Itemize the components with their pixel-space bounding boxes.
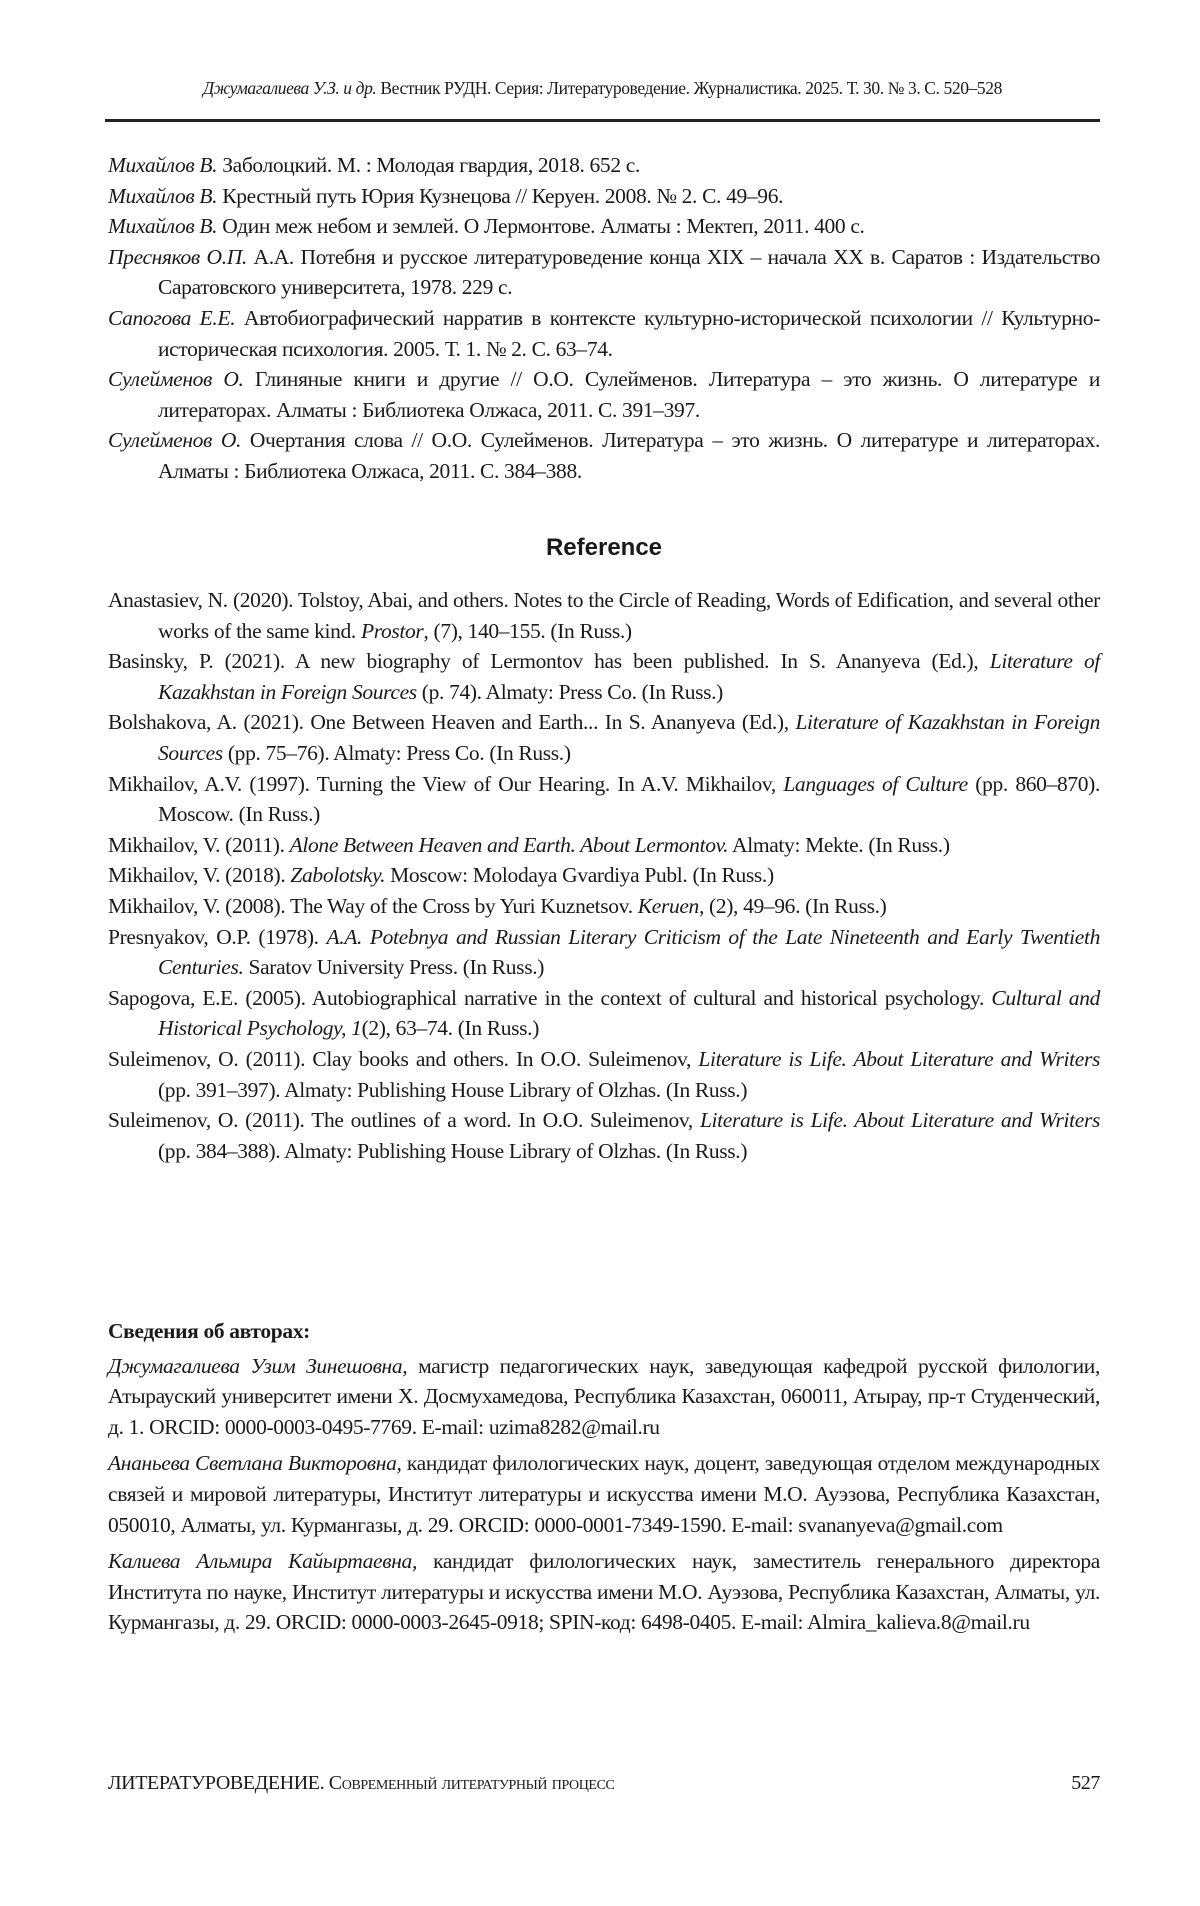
entry-text: Suleimenov, O. (2011). Clay books and others. In O.O. Suleimenov, bbox=[108, 1047, 698, 1071]
reference-entry bbox=[108, 181, 1100, 212]
italic-text: Михайлов В. bbox=[108, 153, 217, 177]
italic-text: Михайлов В. bbox=[108, 214, 217, 238]
reference-entry bbox=[108, 585, 1100, 646]
entry-text: Mikhailov, V. (2018). bbox=[108, 863, 290, 887]
author-entry bbox=[108, 1351, 1100, 1443]
italic-text: Languages of Culture bbox=[783, 772, 968, 796]
reference-entry bbox=[108, 983, 1100, 1044]
italic-text: Keruen, bbox=[638, 894, 704, 918]
italic-text: Alone Between Heaven and Earth. About Lermontov. bbox=[290, 833, 729, 857]
entry-text: кандидат филологических наук, заместитель генерального директора Института по науке, Институт литературы и искусства имени М.О. Ауэзова, Республика Казахстан, Алматы, ул. Курмангазы, д. 29. ORCID: 0000-0003-2645-0918; SPIN-код: 6498-0405. E-mail: Almira_kalieva.8@mail.ru bbox=[108, 1549, 1100, 1634]
entry-text: Mikhailov, A.V. (1997). Turning the View of Our Hearing. In A.V. Mikhailov, bbox=[108, 772, 783, 796]
entry-text: (2), 63–74. (In Russ.) bbox=[362, 1016, 539, 1040]
entry-text: Suleimenov, O. (2011). The outlines of a word. In O.O. Suleimenov, bbox=[108, 1108, 700, 1132]
entry-text: Almaty: Mekte. (In Russ.) bbox=[728, 833, 949, 857]
reference-entry bbox=[108, 1044, 1100, 1105]
footer-section: ЛИТЕРАТУРОВЕДЕНИЕ. Современный литературный процесс bbox=[108, 1772, 614, 1794]
reference-entry bbox=[108, 830, 1100, 861]
header-authors: Джумагалиева У.З. и др. bbox=[203, 78, 376, 98]
entry-text: магистр педагогических наук, заведующая кафедрой русской филологии, Атырауский университет имени Х. Досмухамедова, Республика Казахстан, 060011, Атырау, пр-т Студенческий, д. 1. ORCID: 0000-0003-0495-7769. E-mail: uzima8282@mail.ru bbox=[108, 1354, 1100, 1439]
entry-text: Presnyakov, O.P. (1978). bbox=[108, 925, 326, 949]
header-rule bbox=[105, 119, 1100, 122]
entry-text: , (7), 140–155. (In Russ.) bbox=[423, 619, 631, 643]
entry-text: Saratov University Press. (In Russ.) bbox=[243, 955, 544, 979]
running-header bbox=[105, 78, 1100, 99]
italic-text: Zabolotsky. bbox=[290, 863, 385, 887]
italic-text: Literature is Life. About Literature and Writers bbox=[698, 1047, 1100, 1071]
entry-text: кандидат филологических наук, доцент, заведующая отделом международных связей и мировой литературы, Институт литературы и искусства имени М.О. Ауэзова, Республика Казахстан, 050010, Алматы, ул. Курмангазы, д. 29. ORCID: 0000-0001-7349-1590. E-mail: svananyeva@gmail.com bbox=[108, 1451, 1100, 1536]
entry-text: Moscow: Molodaya Gvardiya Publ. (In Russ.) bbox=[385, 863, 774, 887]
entry-text: Mikhailov, V. (2008). The Way of the Cross by Yuri Kuznetsov. bbox=[108, 894, 638, 918]
entry-text: Глиняные книги и другие // О.О. Сулейменов. Литература – это жизнь. О литературе и литераторах. Алматы : Библиотека Олжаса, 2011. С. 391–397. bbox=[158, 367, 1100, 422]
reference-entry bbox=[108, 707, 1100, 768]
reference-entry bbox=[108, 922, 1100, 983]
entry-text: (pp. 860–870). Moscow. (In Russ.) bbox=[158, 772, 1100, 827]
page-number: 527 bbox=[1071, 1772, 1100, 1795]
authors-section bbox=[108, 1316, 1100, 1644]
italic-text: Сулейменов О. bbox=[108, 367, 244, 391]
authors-list bbox=[108, 1351, 1100, 1638]
russian-reference-list bbox=[108, 150, 1100, 487]
italic-text: Пресняков О.П. bbox=[108, 245, 247, 269]
italic-text: Cultural and Historical Psychology, 1 bbox=[158, 986, 1100, 1041]
reference-entry bbox=[108, 364, 1100, 425]
entry-text: Крестный путь Юрия Кузнецова // Керуен. 2008. № 2. С. 49–96. bbox=[217, 184, 783, 208]
entry-text: (pp. 384–388). Almaty: Publishing House Library of Olzhas. (In Russ.) bbox=[158, 1139, 747, 1163]
reference-entry bbox=[108, 242, 1100, 303]
italic-text: Ананьева Светлана Викторовна, bbox=[108, 1451, 402, 1475]
entry-text: (2), 49–96. (In Russ.) bbox=[704, 894, 886, 918]
entry-text: Один меж небом и землей. О Лермонтове. Алматы : Мектеп, 2011. 400 с. bbox=[217, 214, 864, 238]
reference-entry bbox=[108, 769, 1100, 830]
authors-heading: Сведения об авторах: bbox=[108, 1316, 1100, 1347]
reference-entry bbox=[108, 1105, 1100, 1166]
page-footer bbox=[108, 1772, 1100, 1795]
entry-text: Sapogova, E.E. (2005). Autobiographical narrative in the context of cultural and historical psychology. bbox=[108, 986, 991, 1010]
reference-entry bbox=[108, 303, 1100, 364]
entry-text: Заболоцкий. М. : Молодая гвардия, 2018. 652 с. bbox=[217, 153, 640, 177]
italic-text: Literature of Kazakhstan in Foreign Sources bbox=[158, 649, 1100, 704]
header-journal: Вестник РУДН. Серия: Литературоведение. Журналистика. 2025. Т. 30. № 3. С. 520–528 bbox=[376, 78, 1002, 98]
english-reference-list bbox=[108, 585, 1100, 1166]
reference-entry bbox=[108, 425, 1100, 486]
italic-text: A.A. Potebnya and Russian Literary Criticism of the Late Nineteenth and Early Twentieth Centuries. bbox=[158, 925, 1100, 980]
reference-entry bbox=[108, 891, 1100, 922]
entry-text: Автобиографический нарратив в контексте культурно-исторической психологии // Культурно-историческая психология. 2005. Т. 1. № 2. С. 63–74. bbox=[158, 306, 1100, 361]
reference-entry bbox=[108, 150, 1100, 181]
entry-text: Basinsky, P. (2021). A new biography of Lermontov has been published. In S. Ananyeva (Ed.), bbox=[108, 649, 990, 673]
entry-text: Mikhailov, V. (2011). bbox=[108, 833, 290, 857]
reference-entry bbox=[108, 211, 1100, 242]
entry-text: Очертания слова // О.О. Сулейменов. Литература – это жизнь. О литературе и литераторах. Алматы : Библиотека Олжаса, 2011. С. 384–388. bbox=[158, 428, 1100, 483]
reference-entry bbox=[108, 646, 1100, 707]
reference-entry bbox=[108, 860, 1100, 891]
entry-text: А.А. Потебня и русское литературоведение конца XIX – начала XX в. Саратов : Издательство Саратовского университета, 1978. 229 с. bbox=[158, 245, 1100, 300]
entry-text: (pp. 391–397). Almaty: Publishing House Library of Olzhas. (In Russ.) bbox=[158, 1078, 747, 1102]
italic-text: Literature is Life. About Literature and Writers bbox=[700, 1108, 1100, 1132]
italic-text: Калиева Альмира Кайыртаевна, bbox=[108, 1549, 417, 1573]
italic-text: Literature of Kazakhstan in Foreign Sources bbox=[158, 710, 1100, 765]
entry-text: (p. 74). Almaty: Press Co. (In Russ.) bbox=[417, 680, 723, 704]
italic-text: Сапогова Е.Е. bbox=[108, 306, 235, 330]
italic-text: Сулейменов О. bbox=[108, 428, 241, 452]
italic-text: Prostor bbox=[361, 619, 423, 643]
reference-heading: Reference bbox=[108, 534, 1100, 562]
italic-text: Михайлов В. bbox=[108, 184, 217, 208]
entry-text: Anastasiev, N. (2020). Tolstoy, Abai, and others. Notes to the Circle of Reading, Words of Edification, and several other works of the same kind. bbox=[108, 588, 1100, 643]
entry-text: (pp. 75–76). Almaty: Press Co. (In Russ.) bbox=[223, 741, 571, 765]
author-entry bbox=[108, 1448, 1100, 1540]
italic-text: Джумагалиева Узим Зинешовна, bbox=[108, 1354, 407, 1378]
entry-text: Bolshakova, A. (2021). One Between Heaven and Earth... In S. Ananyeva (Ed.), bbox=[108, 710, 795, 734]
author-entry bbox=[108, 1546, 1100, 1638]
